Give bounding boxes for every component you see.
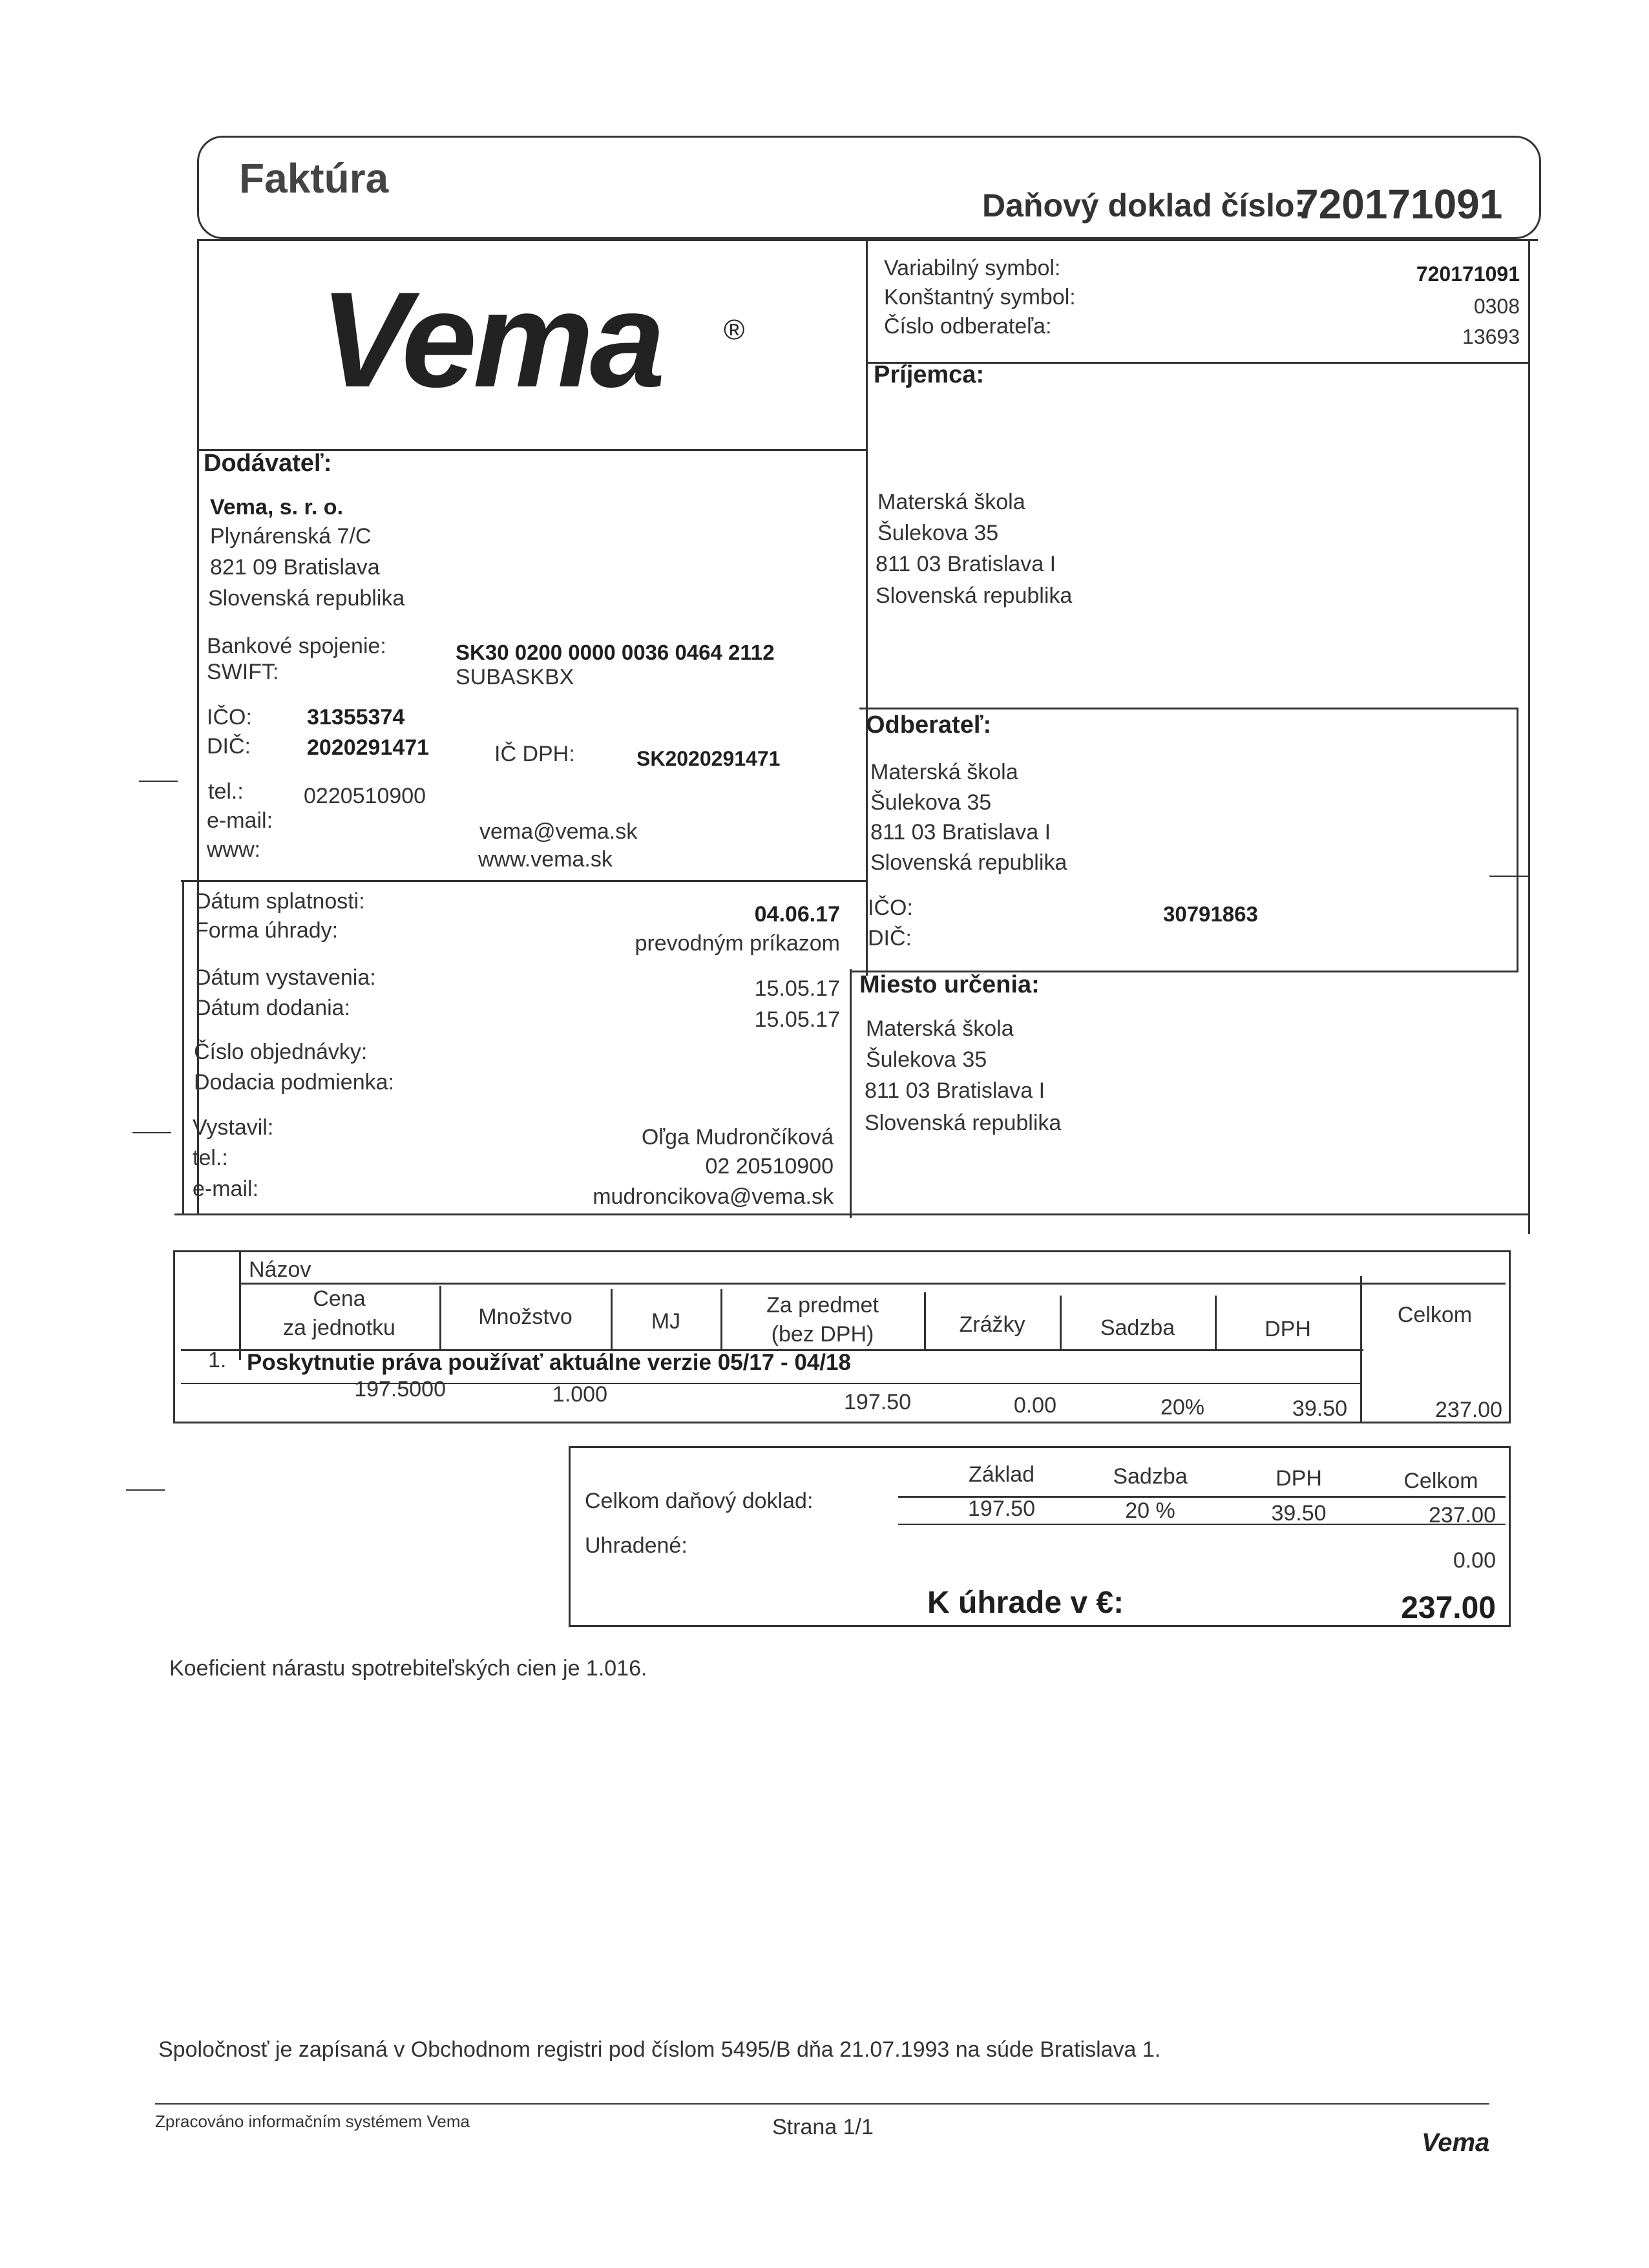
issued-by-value: Oľga Mudrončíková [641, 1125, 834, 1150]
summary-total-label: Celkom daňový doklad: [585, 1489, 814, 1513]
amount-due-value: 237.00 [1401, 1591, 1496, 1625]
supplier-name: Vema, s. r. o. [210, 495, 344, 520]
supplier-www: www.vema.sk [478, 847, 613, 872]
swift-label: SWIFT: [207, 660, 279, 684]
paid-value: 0.00 [1453, 1548, 1496, 1573]
footer-vema-logo: Vema [1422, 2128, 1490, 2157]
items-name-left [239, 1250, 241, 1360]
col-dph: DPH [1265, 1317, 1311, 1341]
margin-tick-2 [1489, 876, 1528, 877]
supplier-dic-label: DIČ: [207, 734, 251, 759]
customer-line-2: Šulekova 35 [870, 790, 992, 815]
sum-col-celkom: Celkom [1403, 1469, 1478, 1493]
recipient-line-4: Slovenská republika [876, 583, 1073, 608]
issuer-tel-value: 02 20510900 [705, 1154, 834, 1179]
row-name: Poskytnutie práva používať aktuálne verzie 05/17 - 04/18 [247, 1350, 851, 1375]
customer-number-value: 13693 [1462, 325, 1520, 348]
col-sadzba: Sadzba [1100, 1316, 1175, 1340]
customer-ico: 30791863 [1163, 902, 1258, 926]
supplier-ico-label: IČO: [207, 705, 252, 730]
summary-dph: 39.50 [1271, 1501, 1327, 1526]
left-lower-rule [182, 880, 184, 1215]
footer-rule [155, 2103, 1489, 2105]
vema-logo: Vema [320, 264, 662, 415]
destination-line-3: 811 03 Bratislava I [865, 1078, 1045, 1103]
center-divider-lower [850, 969, 852, 1218]
customer-ico-label: IČO: [868, 896, 913, 920]
col-celkom: Celkom [1397, 1303, 1473, 1327]
row-mnozstvo: 1.000 [552, 1382, 607, 1407]
col-mnozstvo: Množstvo [478, 1305, 572, 1329]
page-number: Strana 1/1 [772, 2115, 874, 2139]
destination-line-1: Materská škola [866, 1016, 1014, 1041]
supplier-ico: 31355374 [307, 705, 405, 730]
issue-date-value: 15.05.17 [754, 976, 840, 1001]
row-number: 1. [208, 1348, 227, 1372]
row-sadzba: 20% [1160, 1395, 1205, 1420]
supplier-tel-label: tel.: [208, 779, 244, 804]
recipient-line-1: Materská škola [877, 490, 1025, 514]
customer-number-label: Číslo odberateľa: [884, 314, 1052, 339]
supplier-icdph: SK2020291471 [636, 747, 781, 770]
supplier-icdph-label: IČ DPH: [494, 742, 575, 766]
summary-zaklad: 197.50 [968, 1496, 1035, 1521]
col-zrazky: Zrážky [959, 1312, 1025, 1337]
margin-tick-3 [132, 1132, 171, 1133]
supplier-street: Plynárenská 7/C [210, 524, 372, 549]
due-date-value: 04.06.17 [754, 902, 840, 927]
supplier-tel: 0220510900 [304, 784, 426, 808]
delivery-date-value: 15.05.17 [754, 1007, 840, 1032]
tax-doc-label: Daňový doklad číslo: [982, 187, 1306, 224]
issue-date-label: Dátum vystavenia: [195, 965, 376, 990]
constant-symbol-value: 0308 [1473, 295, 1520, 318]
sum-col-zaklad: Základ [968, 1462, 1035, 1487]
margin-tick-4 [126, 1489, 165, 1491]
col-cena-2: za jednotku [283, 1316, 395, 1340]
row-dph: 39.50 [1292, 1396, 1347, 1421]
main-left-rule [197, 239, 199, 1215]
recipient-line-3: 811 03 Bratislava I [876, 552, 1056, 576]
main-right-rule [1528, 239, 1530, 1234]
recipient-line-2: Šulekova 35 [877, 521, 999, 545]
due-date-label: Dátum splatnosti: [195, 889, 365, 914]
supplier-dic: 2020291471 [307, 735, 430, 760]
supplier-city: 821 09 Bratislava [210, 555, 380, 580]
row-celkom: 237.00 [1435, 1398, 1502, 1422]
amount-due-label: K úhrade v €: [927, 1586, 1124, 1620]
supplier-email: vema@vema.sk [479, 819, 638, 844]
issuer-tel-label: tel.: [193, 1146, 228, 1170]
main-bottom-rule [174, 1213, 1530, 1215]
register-note: Spoločnosť je zapísaná v Obchodnom registri pod číslom 5495/B dňa 21.07.1993 na súde Bratislava 1. [158, 2037, 1161, 2062]
summary-celkom: 237.00 [1429, 1503, 1496, 1528]
bank-label: Bankové spojenie: [207, 634, 386, 658]
payment-method-label: Forma úhrady: [195, 918, 339, 943]
system-note: Zpracováno informačním systémem Vema [155, 2112, 470, 2131]
col-nazov: Názov [249, 1257, 311, 1282]
customer-dic-label: DIČ: [868, 926, 912, 950]
col-mj: MJ [651, 1309, 681, 1334]
row-zrazky: 0.00 [1013, 1393, 1056, 1418]
supplier-www-label: www: [207, 837, 261, 862]
sum-col-sadzba: Sadzba [1113, 1464, 1188, 1489]
supplier-country: Slovenská republika [208, 586, 405, 611]
swift-value: SUBASKBX [456, 665, 574, 689]
customer-line-1: Materská škola [870, 760, 1018, 784]
destination-heading: Miesto určenia: [859, 971, 1040, 998]
invoice-title: Faktúra [239, 155, 389, 202]
payment-method-value: prevodným príkazom [635, 931, 840, 956]
order-number-label: Číslo objednávky: [194, 1040, 368, 1064]
center-divider [866, 239, 868, 976]
customer-line-3: 811 03 Bratislava I [870, 820, 1051, 845]
margin-tick-1 [139, 781, 178, 782]
customer-top-rule [859, 708, 1518, 709]
paid-label: Uhradené: [585, 1533, 688, 1558]
row-cena: 197.5000 [354, 1377, 446, 1402]
price-index-note: Koeficient nárastu spotrebiteľských cien je 1.016. [169, 1656, 647, 1681]
delivery-terms-label: Dodacia podmienka: [194, 1070, 394, 1095]
col-cena-1: Cena [313, 1286, 366, 1311]
customer-heading: Odberateľ: [866, 711, 992, 739]
destination-line-4: Slovenská republika [865, 1111, 1062, 1135]
variable-symbol-label: Variabilný symbol: [884, 256, 1061, 280]
registered-mark: ® [724, 314, 745, 346]
customer-right-rule [1517, 708, 1518, 972]
variable-symbol-value: 720171091 [1416, 262, 1520, 286]
col-zapredmet-2: (bez DPH) [771, 1322, 874, 1347]
bank-account: SK30 0200 0000 0036 0464 2112 [456, 640, 775, 664]
supplier-bottom-rule [181, 880, 866, 882]
row-zapredmet: 197.50 [844, 1390, 911, 1414]
issuer-email-value: mudroncikova@vema.sk [593, 1184, 834, 1209]
destination-line-2: Šulekova 35 [866, 1047, 987, 1072]
issued-by-label: Vystavil: [193, 1115, 274, 1140]
recipient-heading: Príjemca: [874, 361, 985, 388]
issuer-email-label: e-mail: [193, 1177, 259, 1201]
tax-doc-number: 720171091 [1296, 181, 1503, 227]
customer-line-4: Slovenská republika [870, 850, 1067, 875]
supplier-heading: Dodávateľ: [204, 450, 332, 477]
col-zapredmet-1: Za predmet [766, 1293, 879, 1318]
constant-symbol-label: Konštantný symbol: [884, 285, 1076, 310]
summary-sadzba: 20 % [1125, 1498, 1175, 1523]
supplier-email-label: e-mail: [207, 808, 273, 833]
delivery-date-label: Dátum dodania: [195, 996, 351, 1020]
sum-col-dph: DPH [1276, 1466, 1322, 1491]
items-name-rule [239, 1283, 1506, 1285]
